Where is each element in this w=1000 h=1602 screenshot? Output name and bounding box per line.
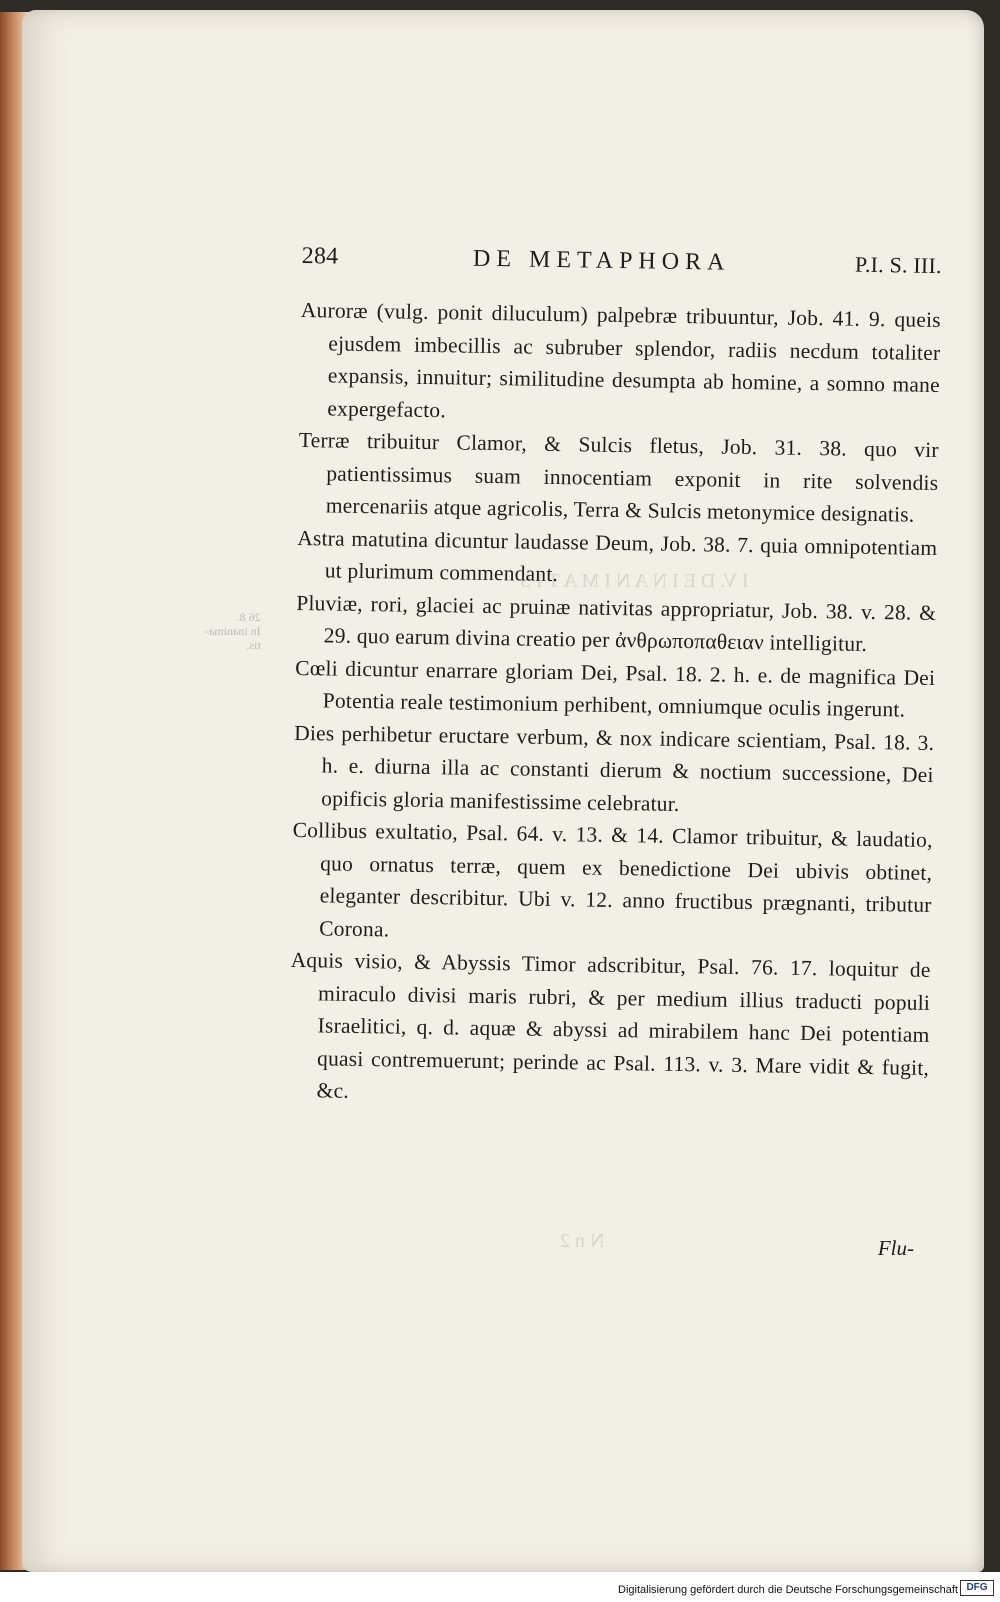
paragraph-terrae: Terræ tribuitur Clamor, & Sulcis fletus, Job. 31. 38. quo vir patientissimus suam innocentiam exponit in rite solvendis mercenariis atque agricolis, Terra & Sulcis metonymice designatis.: [298, 427, 939, 527]
page-number: 284: [301, 242, 339, 270]
paragraph-pluviae: Pluviæ, rori, glaciei ac pruinæ nativitas appropriatur, Job. 38. v. 28. & 29. quo earum divina creatio per ἀνθρωποπαθειαν intelligitur.: [296, 590, 937, 656]
running-head: [301, 240, 942, 298]
paragraph-collibus: Collibus exultatio, Psal. 64. v. 13. & 14. Clamor tribuitur, & laudatio, quo ornatus terræ, quem ex benedictione Dei ubivis obtinet, eleganter describitur. Ubi v. 12. anno fructibus prægnanti, tributur Corona.: [292, 817, 933, 941]
footer-bar: [0, 1572, 1000, 1602]
paragraph-astra: Astra matutina dicuntur laudasse Deum, Job. 38. 7. quia omnipotentiam ut plurimum commendant.: [297, 525, 938, 587]
paragraph-coeli: Cœli dicuntur enarrare gloriam Dei, Psal. 18. 2. h. e. de magnifica Dei Potentia reale testimonium perhibent, omniumque oculis ingerunt.: [295, 655, 936, 722]
bleed-through-text: N n 2: [560, 1230, 605, 1252]
section-reference: P.I. S. III.: [854, 251, 942, 279]
paragraph-dies: Dies perhibetur eructare verbum, & nox indicare scientiam, Psal. 18. 3. h. e. diurna illa ac constanti dierum & noctium successione, Dei opificis gloria manifestissime celebratur.: [294, 720, 935, 816]
funding-credit: Digitalisierung gefördert durch die Deutsche Forschungsgemeinschaft: [618, 1584, 958, 1596]
running-title: DE METAPHORA: [472, 245, 731, 276]
dfg-logo: DFG: [960, 1580, 994, 1596]
catchword: Flu-: [877, 1236, 914, 1260]
bleed-through-text: I V. D E I N A N I M A T I S: [520, 570, 749, 592]
bleed-through-margin-note: 26 8. In inanima- tis.: [205, 610, 261, 652]
paragraph-aurorae: Auroræ (vulg. ponit diluculum) palpebræ tribuuntur, Job. 41. 9. queis ejusdem imbecillis ac subruber splendor, radiis necdum totaliter expansis, innuitur; similitudine desumpta ab homine, a somno mane expergefacto.: [300, 297, 942, 422]
paragraph-aquis: Aquis visio, & Abyssis Timor adscribitur, Psal. 76. 17. loquitur de miraculo divisi maris rubri, & per medium illius traducti populi Israelitici, q. d. aquæ & abyssi ad mirabilem hanc Dei potentiam quasi contremuerunt; perinde ac Psal. 113. v. 3. Mare vidit & fugit, &c.: [290, 947, 931, 1103]
text-block: [288, 240, 942, 1116]
